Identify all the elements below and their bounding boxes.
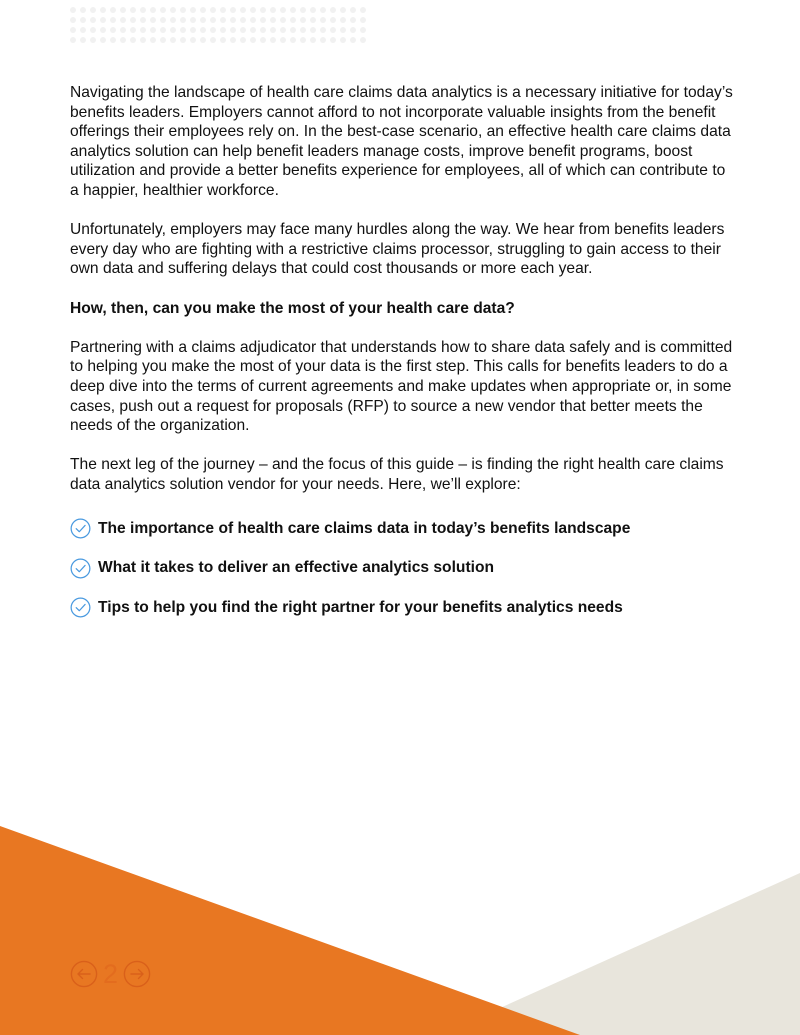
list-item: [70, 597, 770, 618]
intro-paragraph: Navigating the landscape of health care claims data analytics is a necessary initiative for today’s benefits leaders. Employers cannot afford to not incorporate valuable insights from the benefit offerings their employees rely on. In the best-case scenario, an effective health care claims data analytics solution can help benefit leaders manage costs, improve benefit programs, boost utilization and provide a better benefits experience for employees, all of which can contribute to a happier, healthier workforce.: [70, 84, 733, 199]
list-item-label: Tips to help you find the right partner for your benefits analytics needs: [98, 598, 623, 616]
hurdles-paragraph: Unfortunately, employers may face many hurdles along the way. We hear from benefits leaders every day who are fighting with a restrictive claims processor, struggling to gain access to their own data and suffering delays that could cost thousands or more each year.: [70, 221, 725, 278]
list-item: [70, 518, 770, 539]
partnering-paragraph: Partnering with a claims adjudicator that understands how to share data safely and is committed to helping you make the most of your data is the first step. This calls for benefits leaders to do a deep dive into the terms of current agreements and make updates when appropriate or, in some cases, push out a request for proposals (RFP) to source a new vendor that better meets the needs of the organization.: [70, 338, 733, 435]
section-question-heading: How, then, can you make the most of your health care data?: [70, 299, 515, 317]
check-circle-icon: [70, 518, 91, 539]
check-circle-icon: [70, 597, 91, 618]
page-navigation: [70, 958, 151, 990]
check-circle-icon: [70, 558, 91, 579]
next-leg-paragraph: The next leg of the journey – and the focus of this guide – is finding the right health care claims data analytics solution vendor for your needs. Here, we’ll explore:: [70, 456, 724, 493]
arrow-left-circle-icon[interactable]: [70, 960, 98, 988]
topics-checklist: [70, 518, 770, 637]
list-item-label: The importance of health care claims data in today’s benefits landscape: [98, 519, 631, 537]
page-number: 2: [103, 959, 119, 989]
orange-triangle-decoration: [0, 826, 580, 1035]
arrow-right-circle-icon[interactable]: [123, 960, 151, 988]
list-item-label: What it takes to deliver an effective analytics solution: [98, 559, 495, 577]
list-item: [70, 558, 770, 579]
body-text: [70, 83, 735, 514]
